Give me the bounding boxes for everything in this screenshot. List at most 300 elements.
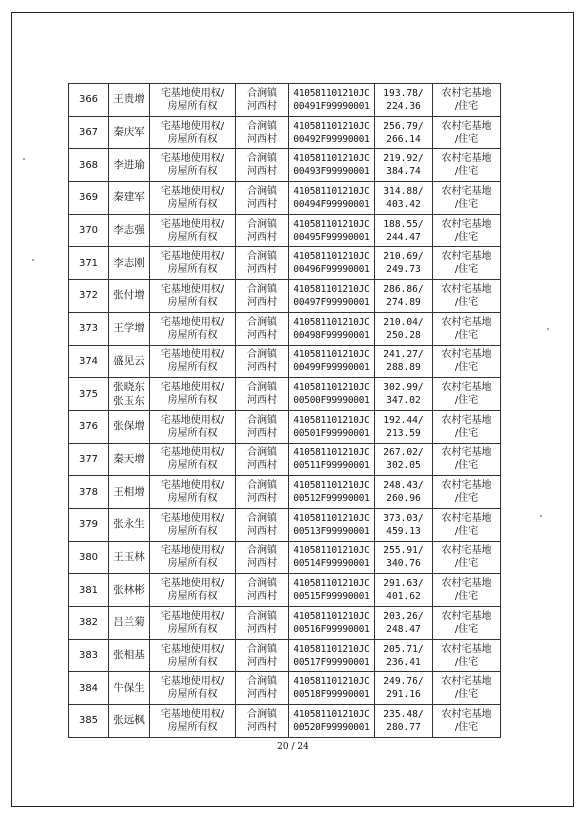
area-values-line: 235.48/ [383, 708, 424, 720]
table-row [69, 182, 501, 215]
area-values-line: 248.43/ [383, 480, 424, 492]
area-values-line: 266.14 [386, 133, 421, 145]
area-values-cell [375, 508, 433, 541]
right-type-cell [150, 607, 236, 640]
unit-code-line: 00512F99990001 [293, 493, 370, 505]
owner-name-cell [109, 508, 150, 541]
right-type-line: 房屋所有权 [167, 264, 218, 276]
right-type-line: 房屋所有权 [167, 460, 218, 472]
usage-type-cell [433, 378, 501, 411]
right-type-cell [150, 280, 236, 313]
area-values-line: 459.13 [386, 525, 421, 537]
unit-code-line: 00511F99990001 [293, 460, 370, 472]
right-type-line: 宅基地使用权/ [160, 414, 225, 426]
location-line: 合涧镇 [247, 578, 277, 590]
area-values-line: 192.44/ [383, 414, 424, 426]
usage-type-line: 农村宅基地 [441, 578, 492, 590]
area-values-line: 340.76 [386, 558, 421, 570]
unit-code-line: 00500F99990001 [293, 395, 370, 407]
area-values-cell [375, 247, 433, 280]
unit-code-line: 00516F99990001 [293, 623, 370, 635]
owner-name-line: 秦庆军 [113, 126, 145, 139]
usage-type-line: 农村宅基地 [441, 185, 492, 197]
owner-name-cell [109, 116, 150, 149]
area-values-cell [375, 672, 433, 705]
unit-code-line: 00515F99990001 [293, 591, 370, 603]
location-line: 合涧镇 [247, 480, 277, 492]
right-type-line: 房屋所有权 [167, 395, 218, 407]
unit-code-line: 00497F99990001 [293, 296, 370, 308]
right-type-line: 房屋所有权 [167, 558, 218, 570]
usage-type-line: 农村宅基地 [441, 120, 492, 132]
scan-speck [547, 328, 549, 330]
unit-code-line: 00495F99990001 [293, 231, 370, 243]
right-type-line: 房屋所有权 [167, 231, 218, 243]
usage-type-line: /住宅 [454, 329, 479, 341]
usage-type-cell [433, 182, 501, 215]
unit-code-line: 00493F99990001 [293, 166, 370, 178]
location-cell [236, 280, 289, 313]
area-values-cell [375, 116, 433, 149]
right-type-line: 宅基地使用权/ [160, 185, 225, 197]
table-row [69, 84, 501, 117]
table-row [69, 345, 501, 378]
usage-type-line: 农村宅基地 [441, 316, 492, 328]
right-type-cell [150, 116, 236, 149]
area-values-line: 401.62 [386, 591, 421, 603]
unit-code-line: 410581101210JC [293, 185, 370, 197]
row-number-cell: 373 [69, 312, 109, 345]
area-values-line: 241.27/ [383, 349, 424, 361]
area-values-cell [375, 705, 433, 738]
table-row [69, 312, 501, 345]
row-number-cell: 369 [69, 182, 109, 215]
owner-name-line: 王贵增 [113, 93, 145, 106]
owner-name-cell [109, 214, 150, 247]
table-row [69, 672, 501, 705]
owner-name-line: 李志刚 [113, 256, 145, 269]
scan-speck [23, 158, 25, 160]
location-cell [236, 116, 289, 149]
right-type-cell [150, 476, 236, 509]
area-values-line: 248.47 [386, 623, 421, 635]
row-number-cell: 382 [69, 607, 109, 640]
unit-code-line: 00520F99990001 [293, 721, 370, 733]
usage-type-line: /住宅 [454, 558, 479, 570]
unit-code-line: 00491F99990001 [293, 100, 370, 112]
location-cell [236, 574, 289, 607]
owner-name-line: 吕兰菊 [113, 616, 145, 629]
right-type-cell [150, 639, 236, 672]
owner-name-line: 张保增 [113, 420, 145, 433]
owner-name-line: 张永生 [113, 518, 145, 531]
location-line: 合涧镇 [247, 643, 277, 655]
location-line: 合涧镇 [247, 120, 277, 132]
usage-type-line: 农村宅基地 [441, 512, 492, 524]
location-cell [236, 312, 289, 345]
location-line: 河西村 [247, 656, 277, 668]
row-number-cell: 367 [69, 116, 109, 149]
unit-code-cell [289, 607, 375, 640]
owner-name-cell [109, 476, 150, 509]
location-line: 河西村 [247, 362, 277, 374]
right-type-cell [150, 378, 236, 411]
usage-type-cell [433, 508, 501, 541]
location-cell [236, 378, 289, 411]
unit-code-cell [289, 345, 375, 378]
table-row [69, 607, 501, 640]
location-line: 合涧镇 [247, 545, 277, 557]
location-line: 合涧镇 [247, 512, 277, 524]
right-type-cell [150, 247, 236, 280]
location-cell [236, 476, 289, 509]
unit-code-cell [289, 443, 375, 476]
unit-code-line: 410581101210JC [293, 382, 370, 394]
owner-name-cell [109, 443, 150, 476]
location-line: 河西村 [247, 427, 277, 439]
usage-type-line: /住宅 [454, 656, 479, 668]
usage-type-cell [433, 574, 501, 607]
right-type-line: 宅基地使用权/ [160, 512, 225, 524]
location-line: 河西村 [247, 525, 277, 537]
usage-type-line: 农村宅基地 [441, 480, 492, 492]
usage-type-line: /住宅 [454, 623, 479, 635]
right-type-line: 房屋所有权 [167, 721, 218, 733]
usage-type-line: /住宅 [454, 721, 479, 733]
table-row [69, 705, 501, 738]
usage-type-line: 农村宅基地 [441, 251, 492, 263]
usage-type-line: /住宅 [454, 166, 479, 178]
unit-code-line: 410581101210JC [293, 120, 370, 132]
right-type-line: 宅基地使用权/ [160, 480, 225, 492]
right-type-cell [150, 312, 236, 345]
location-line: 河西村 [247, 100, 277, 112]
usage-type-line: /住宅 [454, 100, 479, 112]
location-line: 合涧镇 [247, 283, 277, 295]
unit-code-cell [289, 639, 375, 672]
unit-code-line: 410581101210JC [293, 414, 370, 426]
right-type-cell [150, 672, 236, 705]
area-values-line: 267.02/ [383, 447, 424, 459]
owner-name-cell [109, 280, 150, 313]
location-cell [236, 182, 289, 215]
right-type-cell [150, 410, 236, 443]
right-type-line: 宅基地使用权/ [160, 153, 225, 165]
owner-name-line: 张玉东 [113, 395, 145, 408]
registration-table [68, 83, 501, 738]
area-values-line: 286.86/ [383, 283, 424, 295]
usage-type-cell [433, 345, 501, 378]
location-line: 河西村 [247, 166, 277, 178]
area-values-line: 210.69/ [383, 251, 424, 263]
row-number-cell: 375 [69, 378, 109, 411]
owner-name-cell [109, 639, 150, 672]
right-type-line: 宅基地使用权/ [160, 218, 225, 230]
unit-code-line: 00514F99990001 [293, 558, 370, 570]
location-cell [236, 672, 289, 705]
right-type-line: 宅基地使用权/ [160, 578, 225, 590]
right-type-cell [150, 345, 236, 378]
location-line: 河西村 [247, 460, 277, 472]
owner-name-cell [109, 541, 150, 574]
right-type-cell [150, 214, 236, 247]
unit-code-cell [289, 247, 375, 280]
location-line: 河西村 [247, 296, 277, 308]
area-values-line: 274.89 [386, 296, 421, 308]
unit-code-cell [289, 312, 375, 345]
unit-code-cell [289, 182, 375, 215]
unit-code-line: 410581101210JC [293, 708, 370, 720]
area-values-line: 203.26/ [383, 610, 424, 622]
location-cell [236, 345, 289, 378]
area-values-cell [375, 443, 433, 476]
right-type-cell [150, 443, 236, 476]
right-type-line: 房屋所有权 [167, 623, 218, 635]
location-cell [236, 541, 289, 574]
area-values-cell [375, 345, 433, 378]
location-line: 合涧镇 [247, 316, 277, 328]
unit-code-cell [289, 541, 375, 574]
usage-type-line: 农村宅基地 [441, 218, 492, 230]
right-type-line: 宅基地使用权/ [160, 676, 225, 688]
row-number-cell: 374 [69, 345, 109, 378]
area-values-line: 188.55/ [383, 218, 424, 230]
location-line: 河西村 [247, 623, 277, 635]
row-number-cell: 377 [69, 443, 109, 476]
row-number-cell: 379 [69, 508, 109, 541]
owner-name-line: 张远枫 [113, 714, 145, 727]
right-type-line: 房屋所有权 [167, 198, 218, 210]
right-type-line: 房屋所有权 [167, 100, 218, 112]
unit-code-line: 410581101210JC [293, 251, 370, 263]
owner-name-cell [109, 149, 150, 182]
row-number-cell: 376 [69, 410, 109, 443]
location-line: 河西村 [247, 133, 277, 145]
unit-code-line: 00501F99990001 [293, 427, 370, 439]
row-number-cell: 370 [69, 214, 109, 247]
usage-type-line: 农村宅基地 [441, 708, 492, 720]
table-row [69, 410, 501, 443]
unit-code-cell [289, 116, 375, 149]
location-cell [236, 705, 289, 738]
usage-type-line: /住宅 [454, 231, 479, 243]
owner-name-cell [109, 410, 150, 443]
right-type-cell [150, 508, 236, 541]
area-values-cell [375, 476, 433, 509]
usage-type-line: 农村宅基地 [441, 447, 492, 459]
area-values-line: 249.76/ [383, 676, 424, 688]
area-values-line: 260.96 [386, 493, 421, 505]
owner-name-cell [109, 247, 150, 280]
table-row [69, 378, 501, 411]
usage-type-line: /住宅 [454, 493, 479, 505]
usage-type-cell [433, 607, 501, 640]
unit-code-line: 410581101210JC [293, 153, 370, 165]
owner-name-line: 张付增 [113, 289, 145, 302]
table-row [69, 149, 501, 182]
right-type-line: 宅基地使用权/ [160, 251, 225, 263]
usage-type-cell [433, 410, 501, 443]
owner-name-line: 张晓东 [113, 381, 145, 394]
owner-name-line: 秦天增 [113, 452, 145, 465]
area-values-cell [375, 149, 433, 182]
table-row [69, 280, 501, 313]
area-values-line: 373.03/ [383, 512, 424, 524]
table-row [69, 443, 501, 476]
area-values-line: 347.02 [386, 395, 421, 407]
area-values-line: 291.63/ [383, 578, 424, 590]
usage-type-line: 农村宅基地 [441, 153, 492, 165]
table-row [69, 574, 501, 607]
unit-code-line: 410581101210JC [293, 87, 370, 99]
usage-type-line: /住宅 [454, 525, 479, 537]
owner-name-cell [109, 345, 150, 378]
location-line: 河西村 [247, 721, 277, 733]
unit-code-line: 00494F99990001 [293, 198, 370, 210]
row-number-cell: 385 [69, 705, 109, 738]
scan-speck [32, 259, 34, 261]
right-type-cell [150, 84, 236, 117]
unit-code-line: 410581101210JC [293, 610, 370, 622]
right-type-cell [150, 541, 236, 574]
unit-code-line: 410581101210JC [293, 643, 370, 655]
usage-type-line: 农村宅基地 [441, 414, 492, 426]
row-number-cell: 378 [69, 476, 109, 509]
location-line: 河西村 [247, 558, 277, 570]
right-type-line: 宅基地使用权/ [160, 283, 225, 295]
unit-code-line: 00518F99990001 [293, 689, 370, 701]
usage-type-cell [433, 705, 501, 738]
row-number-cell: 368 [69, 149, 109, 182]
owner-name-line: 盛见云 [113, 354, 145, 367]
owner-name-line: 王学增 [113, 322, 145, 335]
usage-type-line: 农村宅基地 [441, 545, 492, 557]
usage-type-line: 农村宅基地 [441, 382, 492, 394]
location-line: 合涧镇 [247, 708, 277, 720]
owner-name-line: 牛保生 [113, 681, 145, 694]
right-type-cell [150, 574, 236, 607]
owner-name-line: 王相增 [113, 485, 145, 498]
usage-type-line: 农村宅基地 [441, 643, 492, 655]
location-line: 合涧镇 [247, 153, 277, 165]
usage-type-cell [433, 443, 501, 476]
location-line: 合涧镇 [247, 349, 277, 361]
right-type-line: 宅基地使用权/ [160, 708, 225, 720]
page-number: 20 / 24 [277, 742, 309, 752]
unit-code-line: 00499F99990001 [293, 362, 370, 374]
right-type-cell [150, 705, 236, 738]
usage-type-line: /住宅 [454, 296, 479, 308]
area-values-line: 256.79/ [383, 120, 424, 132]
location-cell [236, 443, 289, 476]
right-type-line: 房屋所有权 [167, 166, 218, 178]
usage-type-line: /住宅 [454, 460, 479, 472]
location-line: 河西村 [247, 231, 277, 243]
unit-code-line: 410581101210JC [293, 218, 370, 230]
area-values-line: 193.78/ [383, 87, 424, 99]
unit-code-cell [289, 149, 375, 182]
location-cell [236, 214, 289, 247]
area-values-cell [375, 639, 433, 672]
area-values-line: 288.89 [386, 362, 421, 374]
owner-name-line: 李志强 [113, 224, 145, 237]
unit-code-cell [289, 574, 375, 607]
location-line: 合涧镇 [247, 382, 277, 394]
right-type-line: 房屋所有权 [167, 493, 218, 505]
unit-code-cell [289, 410, 375, 443]
unit-code-line: 410581101210JC [293, 512, 370, 524]
right-type-line: 宅基地使用权/ [160, 120, 225, 132]
right-type-line: 宅基地使用权/ [160, 610, 225, 622]
table-row [69, 214, 501, 247]
location-cell [236, 639, 289, 672]
area-values-line: 213.59 [386, 427, 421, 439]
right-type-line: 房屋所有权 [167, 689, 218, 701]
right-type-line: 房屋所有权 [167, 656, 218, 668]
area-values-line: 219.92/ [383, 153, 424, 165]
usage-type-line: /住宅 [454, 689, 479, 701]
table-row [69, 476, 501, 509]
unit-code-line: 410581101210JC [293, 283, 370, 295]
table-row [69, 541, 501, 574]
location-line: 河西村 [247, 689, 277, 701]
unit-code-line: 00513F99990001 [293, 525, 370, 537]
location-line: 合涧镇 [247, 251, 277, 263]
right-type-line: 宅基地使用权/ [160, 349, 225, 361]
usage-type-cell [433, 247, 501, 280]
unit-code-cell [289, 476, 375, 509]
area-values-line: 236.41 [386, 656, 421, 668]
owner-name-cell [109, 182, 150, 215]
location-cell [236, 410, 289, 443]
usage-type-line: /住宅 [454, 591, 479, 603]
owner-name-cell [109, 705, 150, 738]
location-line: 河西村 [247, 493, 277, 505]
usage-type-line: 农村宅基地 [441, 283, 492, 295]
unit-code-cell [289, 672, 375, 705]
right-type-line: 宅基地使用权/ [160, 316, 225, 328]
usage-type-cell [433, 672, 501, 705]
right-type-cell [150, 182, 236, 215]
unit-code-cell [289, 84, 375, 117]
location-cell [236, 149, 289, 182]
area-values-cell [375, 541, 433, 574]
area-values-line: 224.36 [386, 100, 421, 112]
usage-type-line: /住宅 [454, 427, 479, 439]
unit-code-line: 00517F99990001 [293, 656, 370, 668]
right-type-line: 房屋所有权 [167, 296, 218, 308]
right-type-line: 宅基地使用权/ [160, 382, 225, 394]
area-values-line: 244.47 [386, 231, 421, 243]
usage-type-cell [433, 312, 501, 345]
area-values-line: 205.71/ [383, 643, 424, 655]
row-number-cell: 383 [69, 639, 109, 672]
area-values-cell [375, 312, 433, 345]
location-line: 合涧镇 [247, 414, 277, 426]
location-cell [236, 508, 289, 541]
location-line: 合涧镇 [247, 87, 277, 99]
owner-name-cell [109, 378, 150, 411]
usage-type-line: 农村宅基地 [441, 349, 492, 361]
location-line: 河西村 [247, 198, 277, 210]
area-values-cell [375, 378, 433, 411]
right-type-line: 宅基地使用权/ [160, 87, 225, 99]
location-line: 河西村 [247, 264, 277, 276]
unit-code-cell [289, 280, 375, 313]
location-cell [236, 247, 289, 280]
area-values-line: 249.73 [386, 264, 421, 276]
unit-code-cell [289, 705, 375, 738]
